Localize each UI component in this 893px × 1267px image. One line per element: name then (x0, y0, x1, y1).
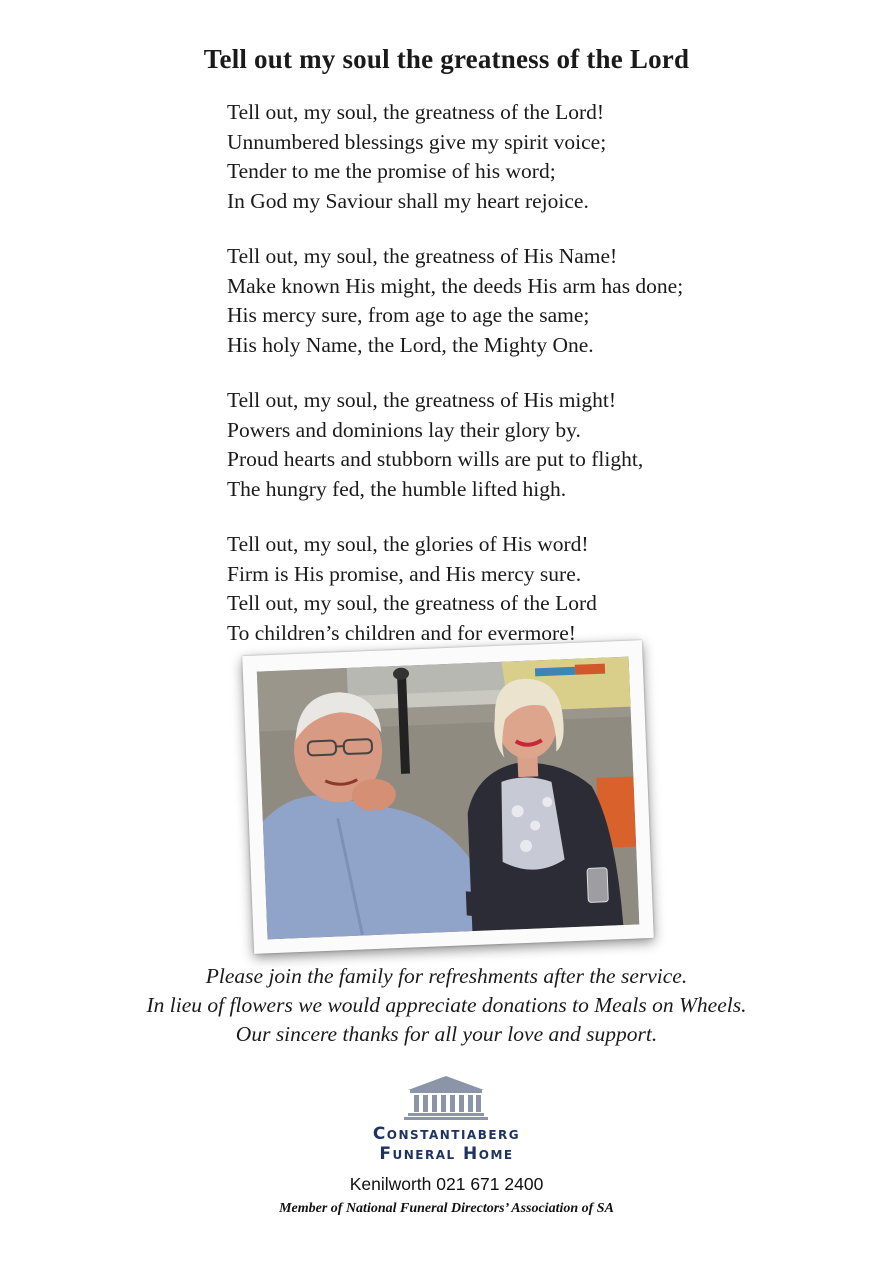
hymn-line: Unnumbered blessings give my spirit voice; (227, 129, 607, 154)
hymn-line: Proud hearts and stubborn wills are put to flight, (227, 447, 644, 471)
page-title: Tell out my soul the greatness of the Lord (203, 44, 690, 74)
hymn-line: Tender to me the promise of his word; (227, 159, 556, 183)
funeral-home-brand (0, 1124, 893, 1164)
hymn-stanza (227, 386, 827, 504)
couple-photo-illustration (257, 657, 639, 940)
hymn-line: In God my Saviour shall my heart rejoice. (227, 188, 589, 213)
hymn-line: Tell out, my soul, the greatness of His Name! (227, 244, 618, 268)
service-notes (0, 962, 893, 1049)
hymn-line: Firm is His promise, and His mercy sure. (227, 561, 582, 586)
hymn-line: Make known His might, the deeds His arm has done; (227, 273, 684, 298)
hymn-line: His mercy sure, from age to age the same; (227, 303, 590, 327)
hymn-line: Tell out, my soul, the greatness of the Lord (227, 591, 597, 615)
brand-name-line2: Funeral Home (379, 1144, 514, 1164)
hymn-line: Tell out, my soul, the greatness of the Lord! (227, 100, 605, 124)
membership-note: Member of National Funeral Directors’ Association of SA (279, 1201, 614, 1216)
hymn-line: His holy Name, the Lord, the Mighty One. (227, 332, 594, 357)
hymn-stanza (227, 242, 827, 360)
refreshments-note: Please join the family for refreshments after the service. (205, 964, 688, 988)
temple-building-icon (404, 1074, 488, 1120)
hymn-line: Tell out, my soul, the greatness of His might! (227, 388, 617, 412)
thanks-note: Our sincere thanks for all your love and support. (235, 1022, 658, 1046)
photo-frame (242, 640, 654, 954)
hymn-line: To children’s children and for evermore! (227, 620, 576, 645)
brand-name-line1: Constantiaberg (372, 1124, 521, 1144)
hymn-line: Powers and dominions lay their glory by. (227, 417, 581, 442)
donations-note: In lieu of flowers we would appreciate donations to Meals on Wheels. (146, 993, 747, 1017)
couple-photo (257, 657, 639, 940)
hymn-stanza (227, 530, 827, 648)
hymn-text (227, 98, 827, 674)
hymn-line: The hungry fed, the humble lifted high. (227, 476, 567, 501)
hymn-stanza (227, 98, 827, 216)
hymn-line: Tell out, my soul, the glories of His word! (227, 532, 589, 556)
contact-phone: Kenilworth 021 671 2400 (349, 1174, 544, 1194)
